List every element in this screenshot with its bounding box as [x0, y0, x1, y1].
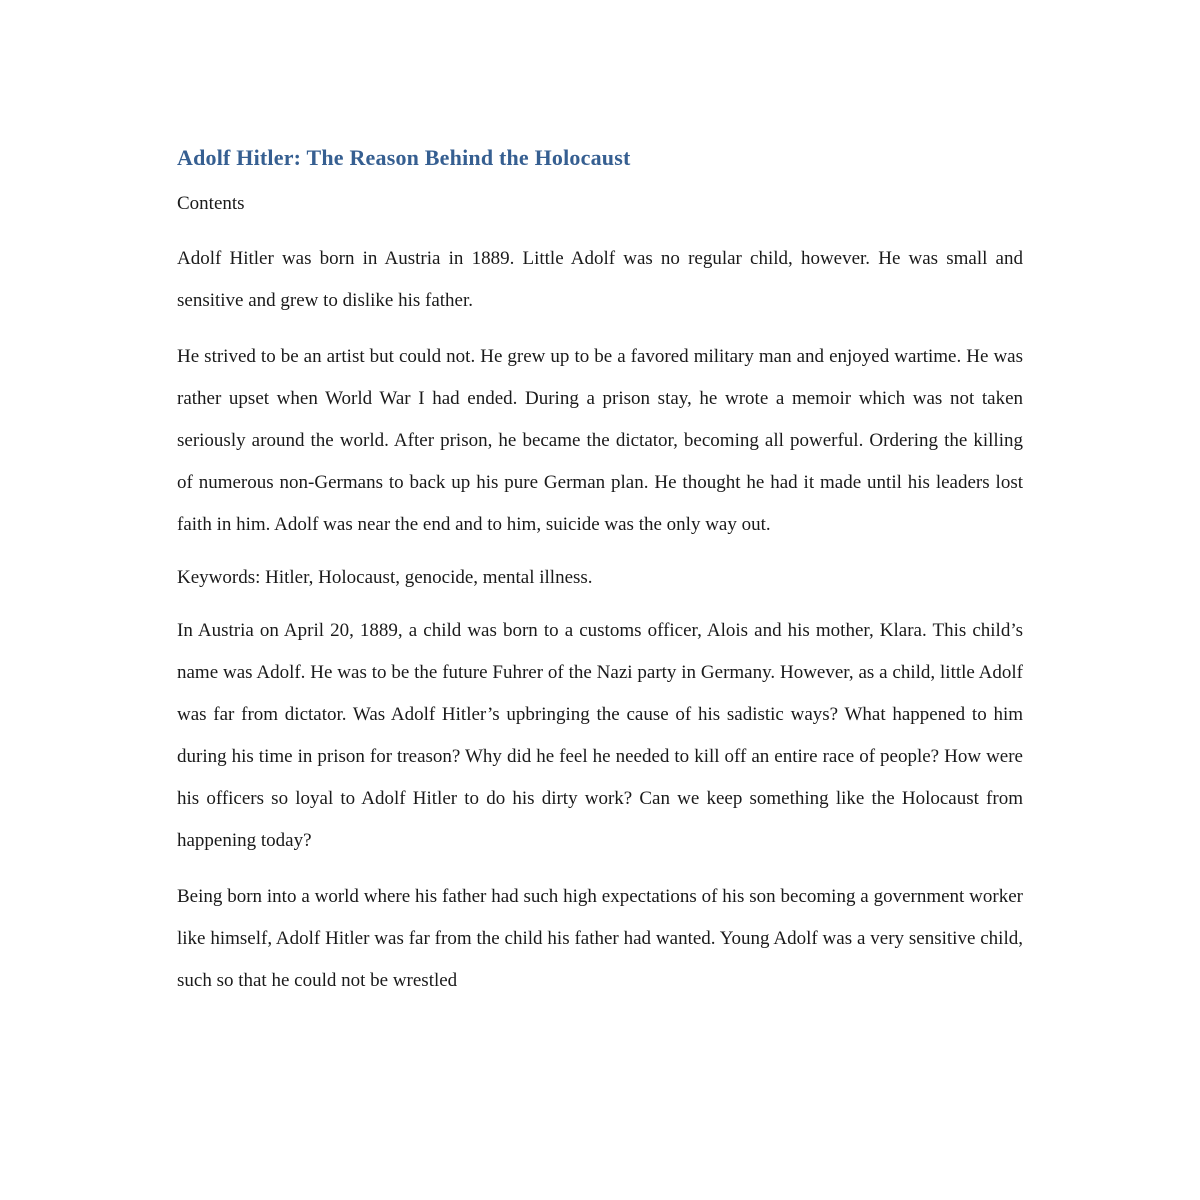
abstract-paragraph-1: Adolf Hitler was born in Austria in 1889. Little Adolf was no regular child, however. He was small and sensitive and grew to dislike his father.: [177, 248, 1023, 311]
document-title: Adolf Hitler: The Reason Behind the Holocaust: [177, 145, 631, 170]
keywords-line: Keywords: Hitler, Holocaust, genocide, mental illness.: [177, 567, 593, 588]
document-body: [177, 140, 1023, 1002]
contents-label: Contents: [177, 193, 245, 214]
abstract-paragraph-2: He strived to be an artist but could not. He grew up to be a favored military man and enjoyed wartime. He was rather upset when World War I had ended. During a prison stay, he wrote a memoir which was not taken seriously around the world. After prison, he became the dictator, becoming all powerful. Ordering the killing of numerous non-Germans to back up his pure German plan. He thought he had it made until his leaders lost faith in him. Adolf was near the end and to him, suicide was the only way out.: [177, 346, 1023, 535]
intro-paragraph: In Austria on April 20, 1889, a child was born to a customs officer, Alois and his mother, Klara. This child’s name was Adolf. He was to be the future Fuhrer of the Nazi party in Germany. However, as a child, little Adolf was far from dictator. Was Adolf Hitler’s upbringing the cause of his sadistic ways? What happened to him during his time in prison for treason? Why did he feel he needed to kill off an entire race of people? How were his officers so loyal to Adolf Hitler to do his dirty work? Can we keep something like the Holocaust from happening today?: [177, 620, 1023, 851]
body-paragraph: Being born into a world where his father had such high expectations of his son becoming a government worker like himself, Adolf Hitler was far from the child his father had wanted. Young Adolf was a very sensitive child, such so that he could not be wrestled: [177, 886, 1023, 991]
